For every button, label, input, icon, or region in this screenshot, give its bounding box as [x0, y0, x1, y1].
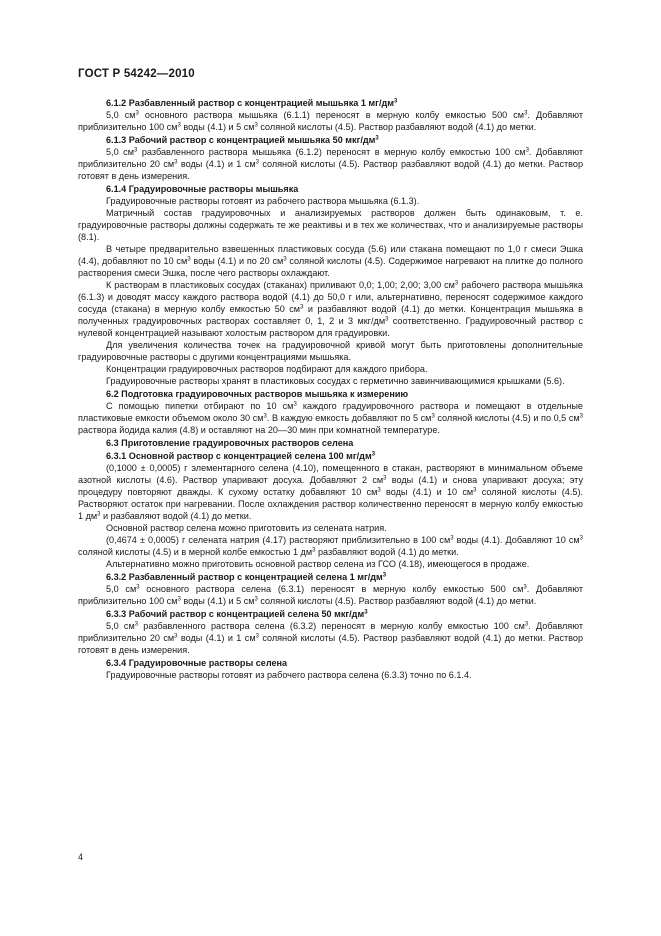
document-body	[78, 96, 583, 681]
paragraph: 5,0 $см^3$ основного раствора селена (6.3.1) переносят в мерную колбу емкостью 500 $см^3$. Добавляют приблизительно 100 $см^3$ воды (4.1) и 5 $см^3$ соляной кислоты (4.5). Раствор разбавляют водой (4.1) до метки.	[78, 584, 583, 606]
section-heading: 6.1.2 Разбавленный раствор с концентрацией мышьяка 1 $мг/дм^3$	[106, 98, 398, 108]
paragraph: Основной раствор селена можно приготовить из селената натрия.	[106, 523, 387, 533]
paragraph: С помощью пипетки отбирают по 10 $см^3$ каждого градуировочного раствора и помещают в отдельные пластиковые емкости объемом около 30 $см^3$. В каждую емкость добавляют по 5 $см^3$ соляной кислоты (4.5) и по 0,5 $см^3$ раствора йодида калия (4.8) и оставляют на 20—30 мин при комнатной температуре.	[78, 401, 583, 435]
section-heading: 6.3 Приготовление градуировочных растворов селена	[106, 438, 354, 448]
paragraph: (0,1000 ± 0,0005) г элементарного селена (4.10), помещенного в стакан, растворяют в минимальном объеме азотной кислоты (4.6). Раствор упаривают досуха. Добавляют 2 $см^3$ воды (4.1) и снова упаривают досуха; эту процедуру повторяют дважды. К сухому остатку добавляют 10 $см^3$ воды (4.1) и 10 $см^3$ соляной кислоты (4.5). Растворяют остаток при нагревании. После охлаждения раствор количественно переносят в мерную колбу емкостью 1 $дм^3$ и разбавляют водой (4.1) до метки.	[78, 463, 583, 521]
paragraph: Альтернативно можно приготовить основной раствор селена из ГСО (4.18), имеющегося в продаже.	[106, 559, 530, 569]
paragraph: Концентрации градуировочных растворов подбирают для каждого прибора.	[106, 364, 428, 374]
paragraph: Градуировочные растворы готовят из рабочего раствора мышьяка (6.1.3).	[106, 196, 420, 206]
section-heading: 6.3.2 Разбавленный раствор с концентрацией селена 1 $мг/дм^3$	[106, 572, 387, 582]
page-number: 4	[78, 852, 84, 862]
paragraph: 5,0 $см^3$ разбавленного раствора мышьяка (6.1.2) переносят в мерную колбу емкостью 100 $см^3$. Добавляют приблизительно 20 $см^3$ воды (4.1) и 1 $см^3$ соляной кислоты (4.5). Раствор разбавляют водой (4.1) до метки. Раствор готовят в день измерения.	[78, 147, 583, 181]
paragraph: 5,0 $см^3$ разбавленного раствора селена (6.3.2) переносят в мерную колбу емкостью 100 $см^3$. Добавляют приблизительно 20 $см^3$ воды (4.1) и 1 $см^3$ соляной кислоты (4.5). Раствор разбавляют водой (4.1) до метки. Раствор готовят в день измерения.	[78, 621, 583, 655]
paragraph: Градуировочные растворы хранят в пластиковых сосудах с герметично завинчивающимися крышками (5.6).	[106, 376, 565, 386]
section-heading: 6.3.4 Градуировочные растворы селена	[106, 658, 288, 668]
document-header: ГОСТ Р 54242—2010	[78, 68, 195, 80]
section-heading: 6.3.3 Рабочий раствор с концентрацией селена 50 мкг/$дм^3$	[106, 609, 368, 619]
paragraph: Матричный состав градуировочных и анализируемых растворов должен быть одинаковым, т. е. градуировочные растворы должны содержать те же реактивы и в тех же количествах, что и анализируемые растворы (8.1).	[78, 208, 583, 242]
paragraph: 5,0 $см^3$ основного раствора мышьяка (6.1.1) переносят в мерную колбу емкостью 500 $см^3$. Добавляют приблизительно 100 $см^3$ воды (4.1) и 5 $см^3$ соляной кислоты (4.5). Раствор разбавляют водой (4.1) до метки.	[78, 110, 583, 132]
paragraph: В четыре предварительно взвешенных пластиковых сосуда (5.6) или стакана помещают по 1,0 г смеси Эшка (4.4), добавляют по 10 $см^3$ воды (4.1) и по 20 $см^3$ соляной кислоты (4.5). Содержимое нагревают на плитке до полного растворения смеси Эшка, после чего растворы охлаждают.	[78, 244, 583, 278]
paragraph: К растворам в пластиковых сосудах (стаканах) приливают 0,0; 1,00; 2,00; 3,00 $см^3$ рабочего раствора мышьяка (6.1.3) и доводят массу каждого раствора водой (4.1) до 50,0 г или, альтернативно, переносят содержимое каждого сосуда (стакана) в мерную колбу емкостью 50 $см^3$ и разбавляют водой (4.1) до метки. Концентрация мышьяка в полученных градуировочных растворах составляет 0, 1, 2 и 3 мкг/$дм^3$ соответственно. Градуировочный раствор с нулевой концентрацией называют холостым раствором для градуировки.	[78, 280, 584, 338]
section-heading: 6.1.4 Градуировочные растворы мышьяка	[106, 184, 299, 194]
section-heading: 6.3.1 Основной раствор с концентрацией селена 100 $мг/дм^3$	[106, 451, 376, 461]
section-heading: 6.1.3 Рабочий раствор с концентрацией мышьяка 50 мкг/$дм^3$	[106, 135, 379, 145]
paragraph: Для увеличения количества точек на градуировочной кривой могут быть приготовлены дополнительные градуировочные растворы с другими концентрациями мышьяка.	[78, 340, 583, 362]
paragraph: Градуировочные растворы готовят из рабочего раствора селена (6.3.3) точно по 6.1.4.	[106, 670, 472, 680]
section-heading: 6.2 Подготовка градуировочных растворов мышьяка к измерению	[106, 389, 409, 399]
paragraph: (0,4674 ± 0,0005) г селената натрия (4.17) растворяют приблизительно в 100 $см^3$ воды (4.1). Добавляют 10 $см^3$ соляной кислоты (4.5) и в мерной колбе емкостью 1 $дм^3$ разбавляют водой (4.1) до метки.	[78, 535, 583, 557]
